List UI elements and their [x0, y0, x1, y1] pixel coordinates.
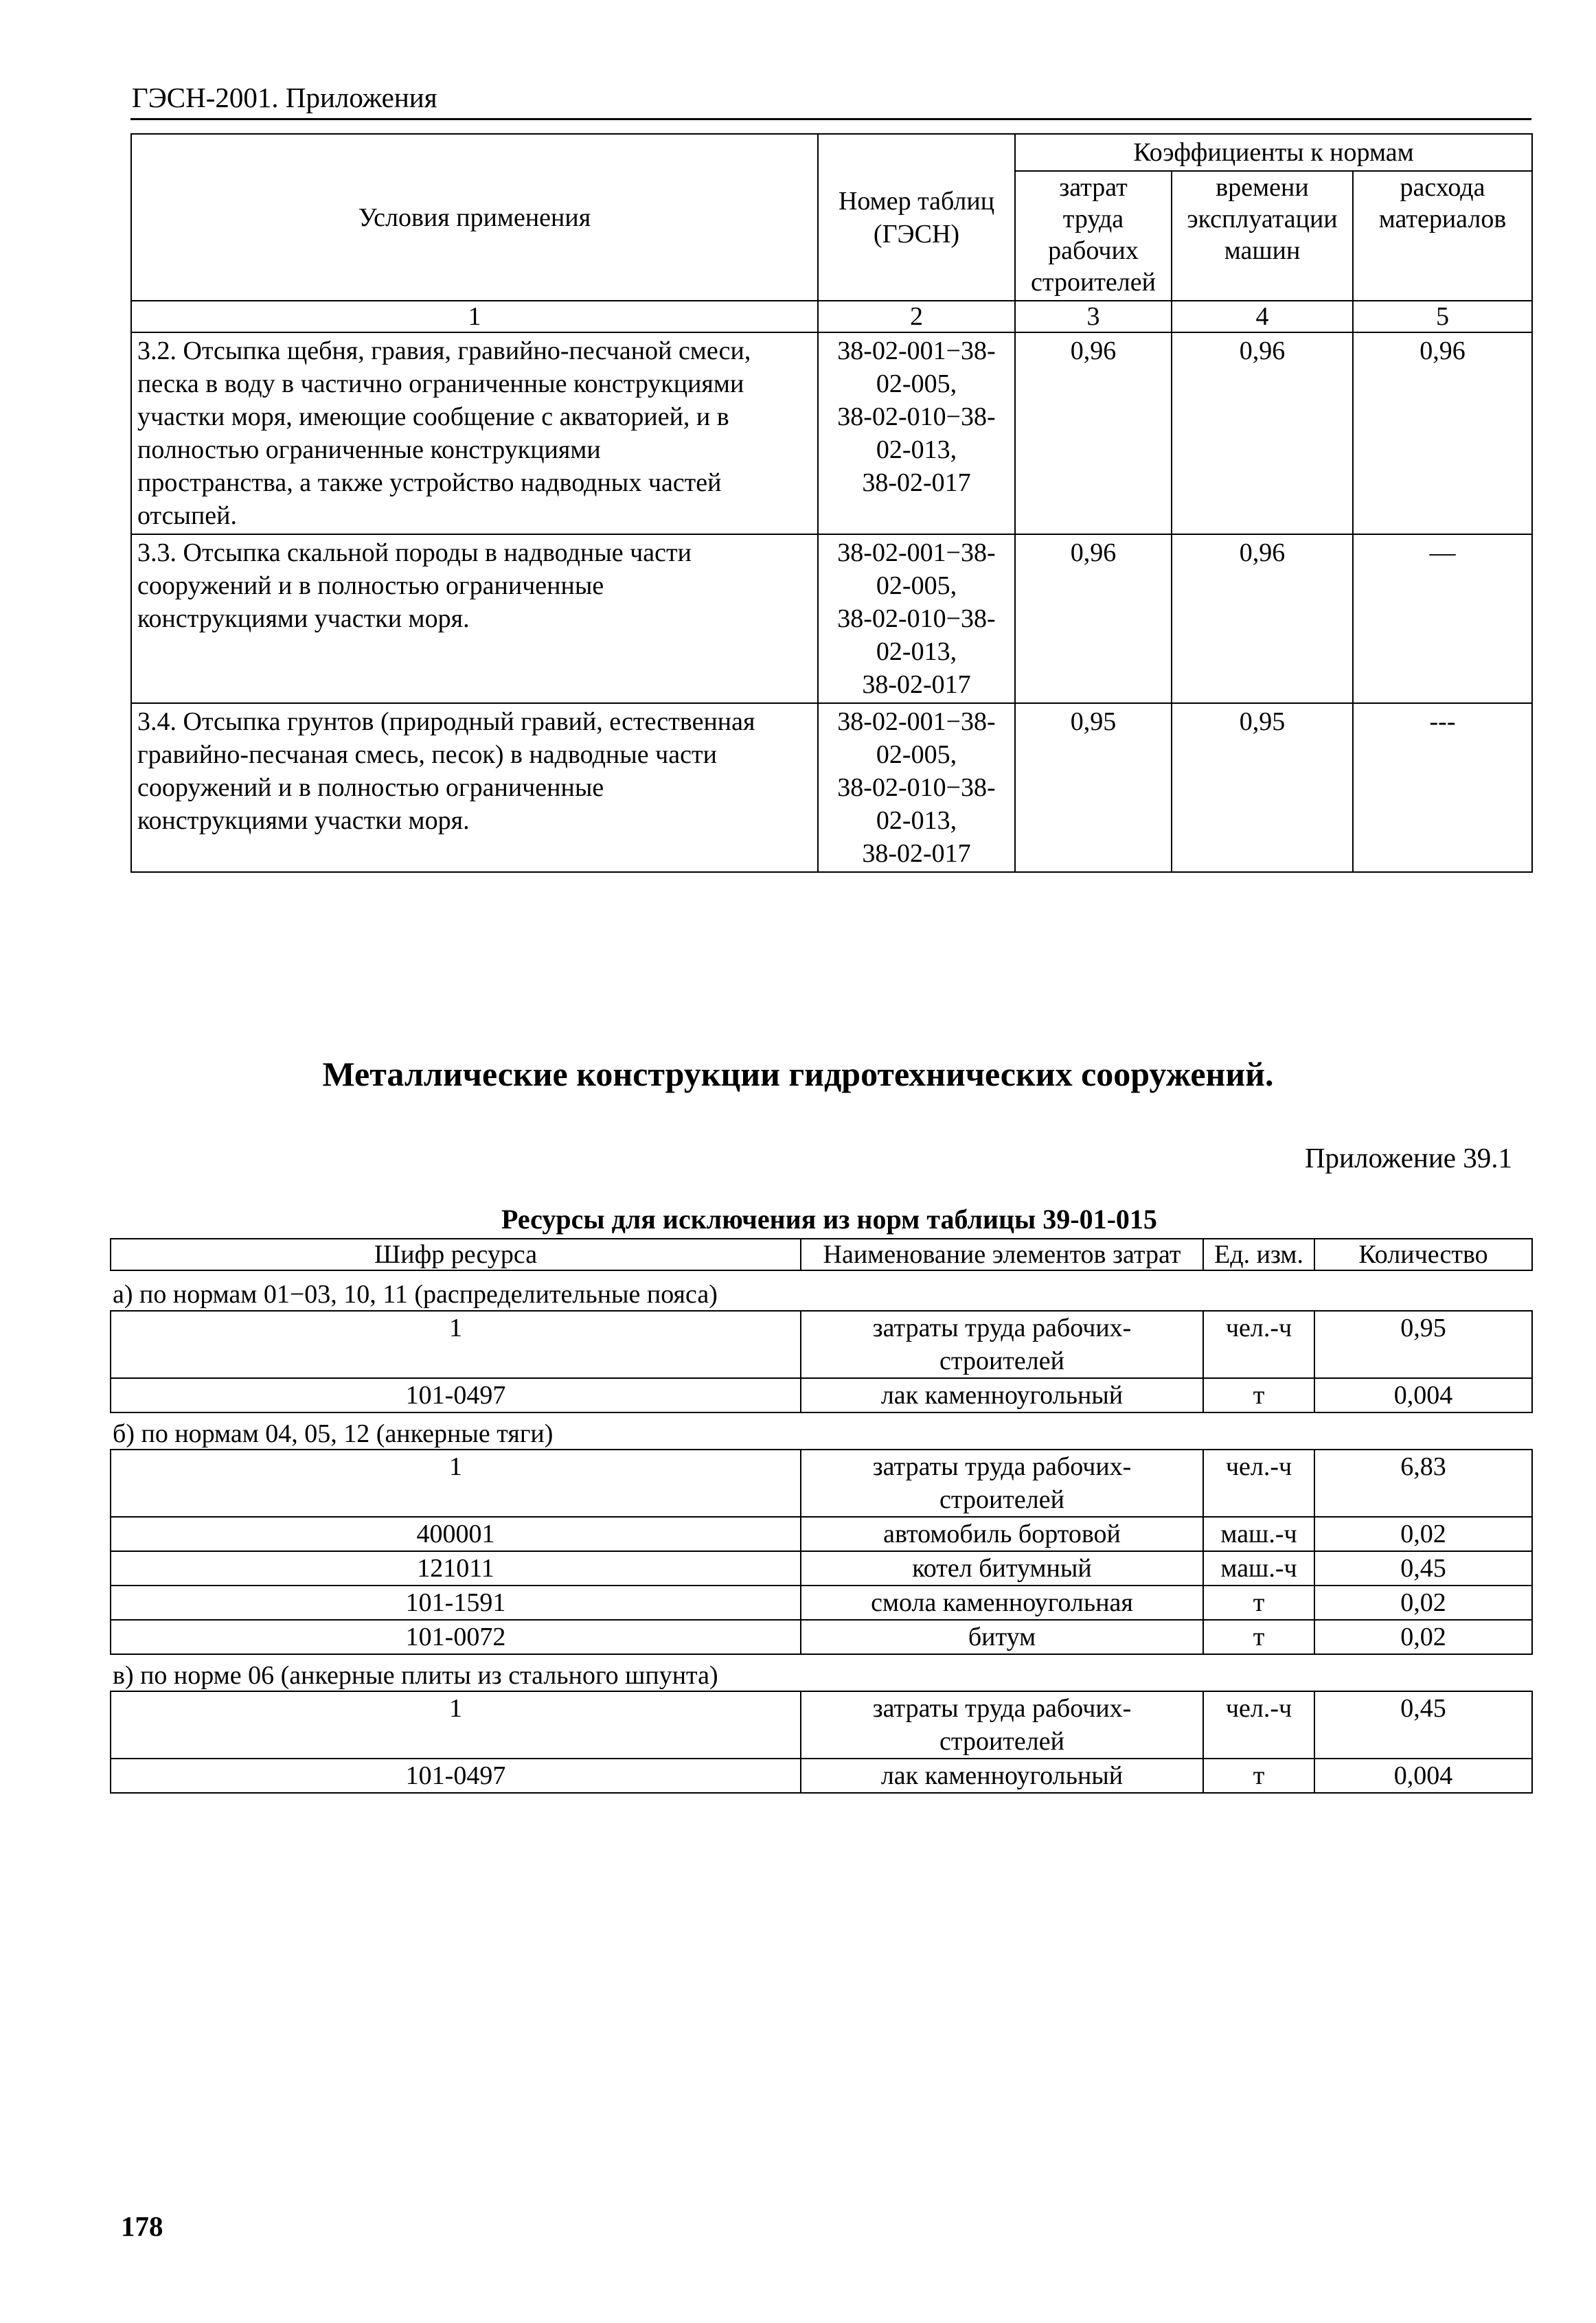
col-name-header: Наименование элементов затрат — [801, 1239, 1203, 1270]
resources-table-title: Ресурсы для исключения из норм таблицы 39-01-015 — [501, 1204, 1157, 1235]
running-header: ГЭСН-2001. Приложения — [132, 82, 437, 113]
condition-cell: 3.2. Отсыпка щебня, гравия, гравийно-песчаной смеси, песка в воду в частично ограниченные конструкциями участки моря, имеющие сообщение с акваторией, и в полностью ограниченные конструкциями пространства, а также устройство надводных частей отсыпей. — [131, 332, 818, 534]
machines-coef-cell: 0,96 — [1172, 332, 1353, 534]
column-index-row — [131, 301, 1532, 332]
resources-section-table — [110, 1691, 1533, 1794]
page-number: 178 — [121, 2210, 163, 2242]
col-code-header: Шифр ресурса — [111, 1239, 801, 1270]
table-row — [111, 1311, 1532, 1378]
name-cell: котел битумный — [801, 1551, 1203, 1586]
table-numbers-cell: 38-02-001−38- 02-005, 38-02-010−38- 02-013, 38-02-017 — [818, 534, 1015, 703]
qty-cell: 0,45 — [1314, 1691, 1532, 1759]
col-materials-header: расхода материалов — [1353, 171, 1532, 301]
col-qty-header: Количество — [1314, 1239, 1532, 1270]
code-cell: 1 — [111, 1311, 801, 1378]
materials-coef-cell: 0,96 — [1353, 332, 1532, 534]
name-cell: битум — [801, 1620, 1203, 1654]
name-cell: автомобиль бортовой — [801, 1517, 1203, 1551]
code-cell: 101-0497 — [111, 1378, 801, 1412]
table-row — [111, 1551, 1532, 1586]
name-cell: лак каменноугольный — [801, 1378, 1203, 1412]
resources-table-header — [110, 1238, 1533, 1271]
table-row — [111, 1517, 1532, 1551]
index-cell: 5 — [1353, 301, 1532, 332]
index-cell: 4 — [1172, 301, 1353, 332]
name-cell: затраты труда рабочих- строителей — [801, 1450, 1203, 1517]
qty-cell: 0,02 — [1314, 1620, 1532, 1654]
section-label: б) по нормам 04, 05, 12 (анкерные тяги) — [113, 1419, 554, 1448]
code-cell: 101-0072 — [111, 1620, 801, 1654]
unit-cell: т — [1203, 1759, 1314, 1793]
resources-section-table — [110, 1310, 1533, 1413]
col-machines-header: времени эксплуатации машин — [1172, 171, 1353, 301]
index-cell: 3 — [1015, 301, 1172, 332]
index-cell: 1 — [131, 301, 818, 332]
name-cell: затраты труда рабочих- строителей — [801, 1311, 1203, 1378]
code-cell: 400001 — [111, 1517, 801, 1551]
materials-coef-cell: — — [1353, 534, 1532, 703]
coefficients-table — [130, 133, 1533, 873]
code-cell: 101-0497 — [111, 1759, 801, 1793]
condition-cell: 3.3. Отсыпка скальной породы в надводные части сооружений и в полностью ограниченные конструкциями участки моря. — [131, 534, 818, 703]
qty-cell: 0,02 — [1314, 1586, 1532, 1620]
name-cell: лак каменноугольный — [801, 1759, 1203, 1793]
col-unit-header: Ед. изм. — [1203, 1239, 1314, 1270]
unit-cell: чел.-ч — [1203, 1450, 1314, 1517]
condition-cell: 3.4. Отсыпка грунтов (природный гравий, естественная гравийно-песчаная смесь, песок) в надводные части сооружений и в полностью ограниченные конструкциями участки моря. — [131, 703, 818, 872]
machines-coef-cell: 0,96 — [1172, 534, 1353, 703]
qty-cell: 0,45 — [1314, 1551, 1532, 1586]
unit-cell: маш.-ч — [1203, 1551, 1314, 1586]
table-row — [111, 1378, 1532, 1412]
index-cell: 2 — [818, 301, 1015, 332]
unit-cell: чел.-ч — [1203, 1691, 1314, 1759]
col-labor-header: затрат труда рабочих строителей — [1015, 171, 1172, 301]
table-row — [131, 332, 1532, 534]
qty-cell: 0,02 — [1314, 1517, 1532, 1551]
coefficients-group-header: Коэффициенты к нормам — [1015, 134, 1532, 171]
labor-coef-cell: 0,96 — [1015, 332, 1172, 534]
header-rule — [130, 118, 1531, 120]
unit-cell: чел.-ч — [1203, 1311, 1314, 1378]
table-row — [131, 534, 1532, 703]
code-cell: 121011 — [111, 1551, 801, 1586]
appendix-label: Приложение 39.1 — [1304, 1142, 1512, 1174]
table-row — [111, 1586, 1532, 1620]
unit-cell: т — [1203, 1378, 1314, 1412]
unit-cell: т — [1203, 1620, 1314, 1654]
col-conditions-header: Условия применения — [131, 134, 818, 301]
labor-coef-cell: 0,95 — [1015, 703, 1172, 872]
col-table-number-header: Номер таблиц (ГЭСН) — [818, 134, 1015, 301]
resources-section-table — [110, 1449, 1533, 1655]
table-row — [131, 703, 1532, 872]
qty-cell: 6,83 — [1314, 1450, 1532, 1517]
code-cell: 1 — [111, 1691, 801, 1759]
table-row — [111, 1620, 1532, 1654]
section-title: Металлические конструкции гидротехнических сооружений. — [322, 1055, 1274, 1093]
table-row — [111, 1450, 1532, 1517]
table-row — [111, 1691, 1532, 1759]
qty-cell: 0,004 — [1314, 1378, 1532, 1412]
table-row — [111, 1759, 1532, 1793]
qty-cell: 0,95 — [1314, 1311, 1532, 1378]
section-label: а) по нормам 01−03, 10, 11 (распределительные пояса) — [113, 1280, 718, 1309]
code-cell: 101-1591 — [111, 1586, 801, 1620]
name-cell: затраты труда рабочих- строителей — [801, 1691, 1203, 1759]
unit-cell: маш.-ч — [1203, 1517, 1314, 1551]
name-cell: смола каменноугольная — [801, 1586, 1203, 1620]
labor-coef-cell: 0,96 — [1015, 534, 1172, 703]
unit-cell: т — [1203, 1586, 1314, 1620]
machines-coef-cell: 0,95 — [1172, 703, 1353, 872]
table-numbers-cell: 38-02-001−38- 02-005, 38-02-010−38- 02-013, 38-02-017 — [818, 703, 1015, 872]
code-cell: 1 — [111, 1450, 801, 1517]
qty-cell: 0,004 — [1314, 1759, 1532, 1793]
materials-coef-cell: --- — [1353, 703, 1532, 872]
table-numbers-cell: 38-02-001−38- 02-005, 38-02-010−38- 02-013, 38-02-017 — [818, 332, 1015, 534]
section-label: в) по норме 06 (анкерные плиты из стального шпунта) — [113, 1661, 718, 1690]
